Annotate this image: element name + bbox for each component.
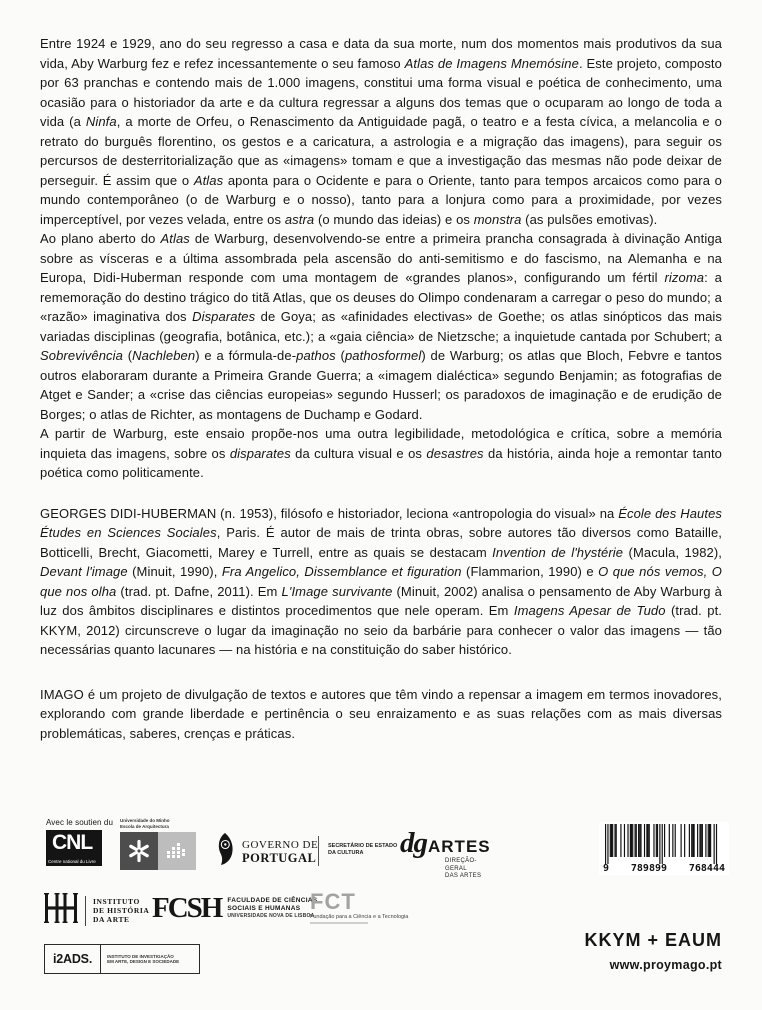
cnl-caption: Centre national du Livre: [48, 859, 96, 864]
cnl-logo: [46, 818, 114, 866]
cnl-logo-box: [46, 830, 102, 866]
uminho-caption-line1: Universidade do Minho: [120, 818, 170, 823]
dgartes-caption-line1: DIREÇÃO-GERAL: [445, 858, 477, 872]
i2ads-logo: [44, 944, 200, 974]
back-cover-text: [40, 34, 722, 743]
uminho-bars-icon: [158, 832, 196, 870]
dgartes-caption: [445, 858, 490, 881]
cnl-tagline: Avec le soutien du: [46, 818, 114, 827]
synopsis-paragraph-2: Ao plano aberto do Atlas de Warburg, desenvolvendo-se entre a primeira prancha consagrada à divinação Antiga sobre as vísceras e a última assombrada pela ascensão do anti-semitismo e do fascismo, na Alemanha e na Europa, Didi-Huberman responde com uma montagem de «grandes planos», configurando um fértil rizoma: a rememoração do destino trágico do titã Atlas, que os deuses do Olimpo condenaram a carregar o peso do mundo; a «razão» imaginativa dos Disparates de Goya; as «afinidades electivas» de Goethe; os atlas sinópticos das mais variadas disciplinas (geografia, botânica, etc.); a «gaia ciência» de Nietzsche; a inquietude cantada por Schubert; a Sobrevivência (Nachleben) e a fórmula-de-pathos (pathosformel) de Warburg; os atlas que Bloch, Febvre e tantos outros elaboraram durante a Primeira Grande Guerra; a «imagem dialéctica» segundo Benjamin; as fotografias de Atget e Sander; a «crise das ciências europeias» segundo Husserl; os paradoxos de imaginação e de erudição de Borges; o atlas de Richter, as montagens de Duchamp e Godard.: [40, 231, 722, 422]
uminho-logo: [120, 818, 198, 870]
i2ads-line2: EM ARTE, DESIGN E SOCIEDADE: [107, 959, 180, 964]
i2ads-line1: INSTITUTO DE INVESTIGAÇÃO: [107, 953, 174, 959]
i2ads-acronym: i2ADS.: [53, 952, 93, 966]
iha-line2: DE HISTÓRIA: [93, 906, 150, 915]
footer-divider: [318, 836, 319, 866]
uminho-asterisk-icon: [120, 832, 158, 870]
uminho-caption-line2: Escola de Arquitectura: [120, 823, 169, 829]
dgartes-caps: ARTES: [428, 837, 491, 856]
fcsh-acronym: FCSH: [152, 892, 222, 924]
synopsis-paragraph-1: Entre 1924 e 1929, ano do seu regresso a casa e data da sua morte, num dos momentos mais produtivos da sua vida, Aby Warburg fez e refez incessantemente o seu famoso Atlas de Imagens Mnemósine. Este projeto, composto por 63 pranchas e contendo mais de 1.000 imagens, constitui uma forma visual e poética de conhecimento, uma ocasião para o historiador da arte e da cultura regressar a alguns dos temas que o ocuparam ao longo de toda a vida (a Ninfa, a morte de Orfeu, o Renascimento da Antiguidade pagã, o teatro e a festa cívica, a melancolia e o retrato do burguês florentino, os gestos e a caricatura, a astrologia e a migração das imagens), para seguir os percursos de desterritorialização que as «imagens» tomam e que a investigação das mesmas não pode deixar de perseguir. É assim que o Atlas aponta para o Ocidente e para o Oriente, tanto para tempos arcaicos como para o mundo contemporâneo (o de Warburg e o nosso), tanto para a lonjura como para a proximidade, por vezes imperceptível, por vezes velada, entre os astra (o mundo das ideias) e os monstra (as pulsões emotivas).: [40, 36, 722, 227]
iha-divider: [85, 896, 86, 926]
barcode-digits-group1: 789899: [630, 863, 668, 874]
iha-hh-icon: [44, 893, 78, 928]
secretaria-line2: DA CULTURA: [328, 850, 364, 856]
iha-logo: [44, 893, 149, 928]
isbn-barcode: [599, 822, 729, 875]
synopsis-paragraph-3: A partir de Warburg, este ensaio propõe-nos uma outra legibilidade, metodológica e crítica, sobre a memória inquieta das imagens, sobre os disparates da cultura visual e os desastres da história, ainda hoje a remontar tanto poética como politicamente.: [40, 426, 722, 480]
barcode-digit-lead: 9: [603, 863, 610, 874]
uminho-logo-boxes: [120, 832, 196, 870]
dgartes-caption-line2: DAS ARTES: [445, 873, 482, 879]
dgartes-logo: [400, 829, 490, 881]
barcode-bars: [602, 824, 720, 864]
fct-subline: [310, 922, 368, 924]
iha-line1: INSTITUTO: [93, 897, 140, 906]
governo-line2: PORTUGAL: [242, 850, 317, 865]
uminho-caption: [120, 818, 198, 829]
cnl-acronym: CNL: [52, 831, 93, 854]
dgartes-script: dg: [400, 827, 427, 859]
fcsh-line1: FACULDADE DE CIÊNCIAS: [227, 896, 318, 904]
governo-wordmark: [242, 839, 318, 865]
fct-caption: Fundação para a Ciência e a Tecnologia: [310, 914, 409, 920]
publisher-block: [584, 930, 722, 972]
author-bio-paragraph: GEORGES DIDI-HUBERMAN (n. 1953), filósofo e historiador, leciona «antropologia do visual» na École des Hautes Études en Sciences Sociales, Paris. É autor de mais de trinta obras, sobre autores tão diversos como Bataille, Botticelli, Brecht, Giacometti, Marey e Turrell, entre as quais se destacam Invention de l'hystérie (Macula, 1982), Devant l'image (Minuit, 1990), Fra Angelico, Dissemblance et figuration (Flammarion, 1990) e O que nós vemos, O que nos olha (trad. pt. Dafne, 2011). Em L'Image survivante (Minuit, 2002) analisa o pensamento de Aby Warburg à luz dos âmbitos disciplinares e distintos procedimentos que nele operam. Em Imagens Apesar de Tudo (trad. pt. KKYM, 2012) circunscreve o lugar da imaginação no seio da barbárie para conhecer o valor das imagens — tão necessárias quanto lacunares — na história e na constituição do saber histórico.: [40, 505, 723, 657]
iha-wordmark: [93, 897, 149, 924]
fcsh-line2: SOCIAIS E HUMANAS: [227, 904, 301, 912]
iha-line3: DA ARTE: [93, 915, 130, 924]
publisher-website: www.proymago.pt: [609, 958, 722, 972]
dgartes-wordmark: [400, 829, 490, 857]
secretaria-line1: SECRETÁRIO DE ESTADO: [328, 843, 398, 849]
governo-portugal-logo: [214, 833, 318, 870]
secretaria-estado-cultura-label: [328, 843, 397, 857]
fcsh-logo: [152, 893, 317, 923]
barcode-number: [602, 863, 726, 874]
governo-leaf-icon: [214, 833, 234, 870]
fcsh-wordmark: [227, 897, 317, 920]
imago-collection-paragraph: IMAGO é um projeto de divulgação de textos e autores que têm vindo a repensar a imagem em termos inovadores, explorando com grande liberdade e pertinência o seu enraizamento e as suas relações com as mais diversas problemáticas, saberes, crenças e práticas.: [40, 686, 722, 741]
fcsh-line3: UNIVERSIDADE NOVA DE LISBOA: [227, 912, 315, 919]
publisher-name: KKYM + EAUM: [584, 930, 722, 950]
fct-logo: [310, 889, 409, 924]
barcode-digits-group2: 768444: [688, 863, 725, 874]
i2ads-wordmark: [101, 954, 185, 965]
governo-line1: GOVERNO DE: [242, 838, 319, 851]
fct-acronym: FCT: [310, 889, 356, 914]
